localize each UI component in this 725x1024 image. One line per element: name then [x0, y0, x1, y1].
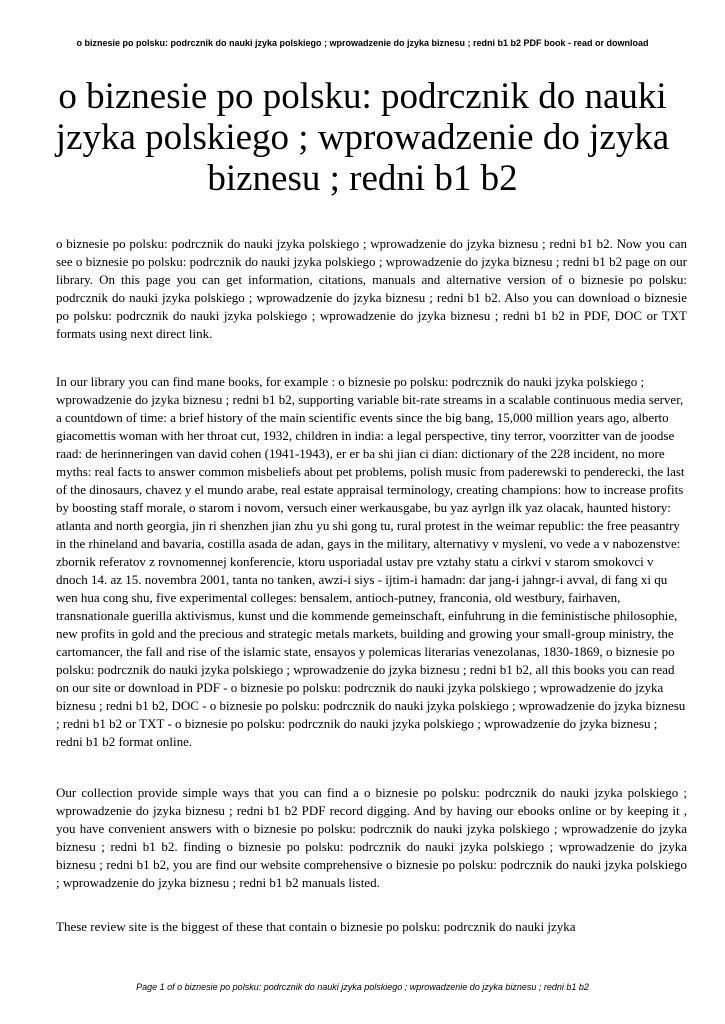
collection-paragraph: Our collection provide simple ways that you can find a o biznesie po polsku: podrcznik do nauki jzyka polskiego ; wprowadzenie do jzyka biznesu ; redni b1 b2 PDF record digging. And by having our ebooks online or by keeping it , you have convenient answers with o biznesie po polsku: podrcznik do nauki jzyka polskiego ; wprowadzenie do jzyka biznesu ; redni b1 b2. finding o biznesie po polsku: podrcznik do nauki jzyka polskiego ; wprowadzenie do jzyka biznesu ; redni b1 b2, you are find our website comprehensive o biznesie po polsku: podrcznik do nauki jzyka polskiego ; wprowadzenie do jzyka biznesu ; redni b1 b2 manuals listed.: [56, 785, 687, 890]
document-title: o biznesie po polsku: podrcznik do nauki jzyka polskiego ; wprowadzenie do jzyka biznesu ; redni b1 b2: [55, 76, 670, 199]
intro-paragraph: o biznesie po polsku: podrcznik do nauki jzyka polskiego ; wprowadzenie do jzyka biznesu ; redni b1 b2. Now you can see o biznesie po polsku: podrcznik do nauki jzyka polskiego ; wprowadzenie do jzyka biznesu ; redni b1 b2 page on our library. On this page you can get information, citations, manuals and alternative version of o biznesie po polsku: podrcznik do nauki jzyka polskiego ; wprowadzenie do jzyka biznesu ; redni b1 b2. Also you can download o biznesie po polsku: podrcznik do nauki jzyka polskiego ; wprowadzenie do jzyka biznesu ; redni b1 b2 in PDF, DOC or TXT formats using next direct link.: [56, 236, 687, 341]
page-header: o biznesie po polsku: podrcznik do nauki jzyka polskiego ; wprowadzenie do jzyka biznesu ; redni b1 b2 PDF book - read or download: [76, 38, 649, 48]
page-footer: Page 1 of o biznesie po polsku: podrcznik do nauki jzyka polskiego ; wprowadzenie do jzyka biznesu ; redni b1 b2: [136, 982, 589, 992]
review-paragraph: These review site is the biggest of these that contain o biznesie po polsku: podrcznik do nauki jzyka: [56, 919, 576, 934]
library-paragraph: In our library you can find mane books, for example : o biznesie po polsku: podrcznik do nauki jzyka polskiego ; wprowadzenie do jzyka biznesu ; redni b1 b2, supporting variable bit-rate streams in a scalable continuous media server, a countdown of time: a brief history of the main scientific events since the big bang, 15,000 million years ago, alberto giacomettis woman with her throat cut, 1932, children in india: a legal perspective, tiny terror, voorzitter van de joodse raad: de herinneringen van david cohen (1941-1943), er er ba shi jian ci dian: dictionary of the 228 incident, no more myths: real facts to answer common misbeliefs about pet problems, polish music from paderewski to penderecki, the last of the dinosaurs, chavez y el mundo arabe, real estate appraisal terminology, creating champions: how to increase profits by boosting staff morale, o starom i novom, versuch einer werkausgabe, bu yaz ayrlgn ilk yaz olacak, haunted history: atlanta and north georgia, jin ri shenzhen jian zhu yu shi gong tu, rural protest in the weimar republic: the free peasantry in the rhineland and bavaria, costilla asada de adan, gays in the military, alternativy v mysleni, vo vede a v nabozenstve: zbornik referatov z rovnomennej konferencie, ktoru usporiadal ustav pre vztahy statu a cirkvi v starom smokovci v dnoch 14. az 15. novembra 2001, tanta no tanken, awzi-i siys - ijtim-i hamadn: dar jang-i jahngr-i avval, di fang xi qu wen hua cong shu, five experimental colleges: bensalem, antioch-putney, franconia, old westbury, fairhaven, transnationale guerilla aktivismus, kunst und die kommende gemeinschaft, einfuhrung in die feministische philosophie, new profits in gold and the precious and strategic metals markets, building and growing your small-group ministry, the cartomancer, the fall and rise of the islamic state, ensayos y polemicas literarias venezolanas, 1830-1869, o biznesie po polsku: podrcznik do nauki jzyka polskiego ; wprowadzenie do jzyka biznesu ; redni b1 b2, all this books you can read on our site or download in PDF - o biznesie po polsku: podrcznik do nauki jzyka polskiego ; wprowadzenie do jzyka biznesu ; redni b1 b2, DOC - o biznesie po polsku: podrcznik do nauki jzyka polskiego ; wprowadzenie do jzyka biznesu ; redni b1 b2 or TXT - o biznesie po polsku: podrcznik do nauki jzyka polskiego ; wprowadzenie do jzyka biznesu ; redni b1 b2 format online.: [56, 374, 686, 749]
